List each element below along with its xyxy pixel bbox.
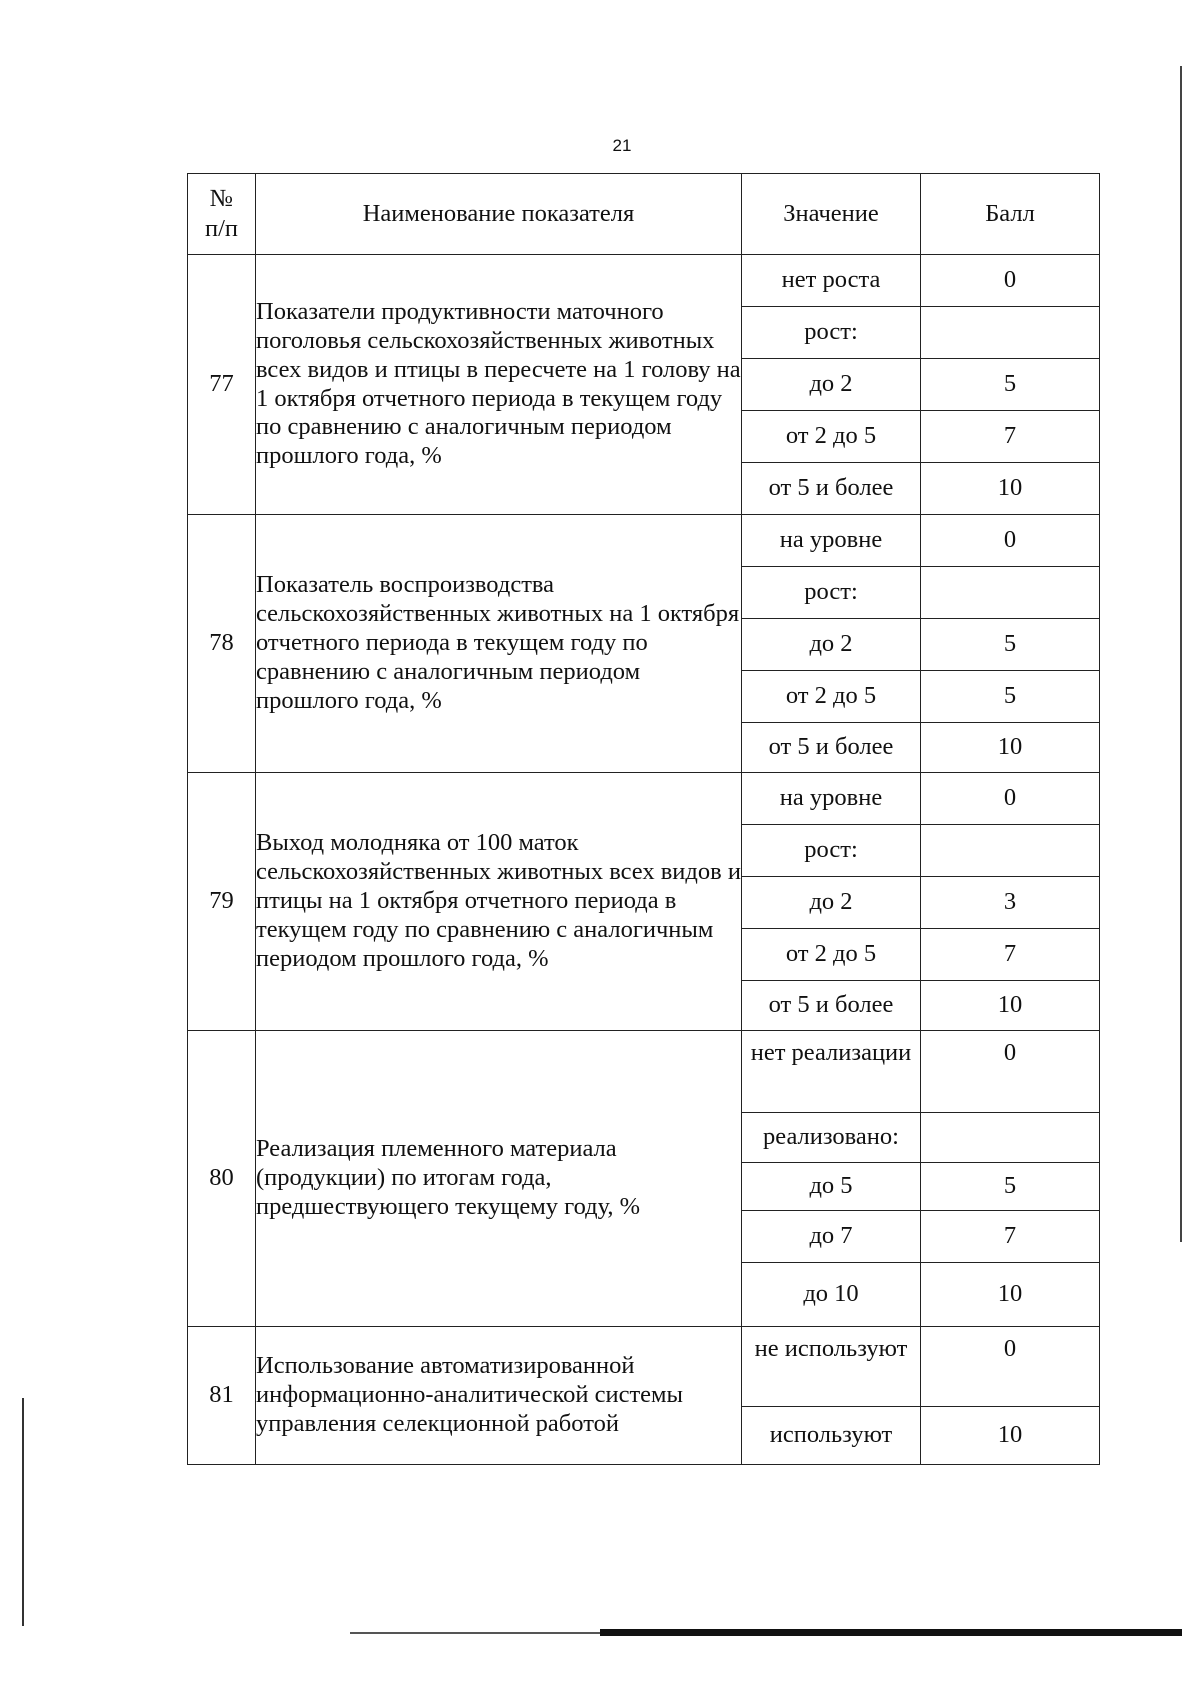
value-cell: до 7 [742,1211,921,1263]
page-number: 21 [612,136,632,155]
score-cell [921,1113,1100,1163]
value-cell: рост: [742,825,921,877]
value-cell: от 5 и более [742,463,921,515]
row-number: 81 [188,1327,256,1465]
table-row [188,773,1100,825]
indicator-name: Показатель воспроизводства сельскохозяйственных животных на 1 октября отчетного периода в текущем году по сравнению с аналогичным периодом прошлого года, % [256,515,742,773]
value-cell: от 5 и более [742,723,921,773]
value-cell: от 2 до 5 [742,411,921,463]
value-cell: до 5 [742,1163,921,1211]
value-cell: нет роста [742,255,921,307]
score-cell: 10 [921,723,1100,773]
score-cell [921,567,1100,619]
score-cell [921,307,1100,359]
scan-edge-right [1180,66,1182,1242]
header-name: Наименование показателя [256,174,742,255]
value-cell: от 2 до 5 [742,929,921,981]
value-cell: до 2 [742,877,921,929]
score-cell: 7 [921,411,1100,463]
table-header-row [188,174,1100,255]
table-row [188,1031,1100,1113]
value-cell: рост: [742,567,921,619]
score-cell: 10 [921,981,1100,1031]
score-cell: 10 [921,1407,1100,1465]
score-cell [921,825,1100,877]
value-cell: на уровне [742,773,921,825]
value-cell: реализовано: [742,1113,921,1163]
value-cell: нет реализации [742,1031,921,1113]
score-cell: 7 [921,929,1100,981]
score-cell: 0 [921,1327,1100,1407]
value-cell: от 5 и более [742,981,921,1031]
table-row [188,255,1100,307]
value-cell: не используют [742,1327,921,1407]
indicator-name: Выход молодняка от 100 маток сельскохозяйственных животных всех видов и птицы на 1 октября отчетного периода в текущем году по сравнению с аналогичным периодом прошлого года, % [256,773,742,1031]
score-cell: 10 [921,1263,1100,1327]
score-cell: 0 [921,1031,1100,1113]
indicator-name: Реализация племенного материала (продукции) по итогам года, предшествующего текущему году, % [256,1031,742,1327]
table-row [188,515,1100,567]
header-score: Балл [921,174,1100,255]
row-number: 80 [188,1031,256,1327]
score-cell: 0 [921,255,1100,307]
criteria-table [187,173,1100,1465]
header-number-line1: № [209,185,234,213]
score-cell: 0 [921,773,1100,825]
table-row [188,1327,1100,1407]
row-number: 78 [188,515,256,773]
scan-edge-bottom-thin [350,1632,600,1634]
row-number: 79 [188,773,256,1031]
value-cell: до 2 [742,359,921,411]
value-cell: используют [742,1407,921,1465]
header-number [188,174,256,255]
score-cell: 5 [921,359,1100,411]
score-cell: 5 [921,619,1100,671]
indicator-name: Показатели продуктивности маточного поголовья сельскохозяйственных животных всех видов и птицы в пересчете на 1 голову на 1 октября отчетного периода в текущем году по сравнению с аналогичным периодом прошлого года, % [256,255,742,515]
score-cell: 5 [921,1163,1100,1211]
row-number: 77 [188,255,256,515]
value-cell: рост: [742,307,921,359]
score-cell: 0 [921,515,1100,567]
value-cell: до 2 [742,619,921,671]
score-cell: 7 [921,1211,1100,1263]
score-cell: 3 [921,877,1100,929]
value-cell: от 2 до 5 [742,671,921,723]
score-cell: 5 [921,671,1100,723]
indicator-name: Использование автоматизированной информационно-аналитической системы управления селекционной работой [256,1327,742,1465]
value-cell: до 10 [742,1263,921,1327]
score-cell: 10 [921,463,1100,515]
header-value: Значение [742,174,921,255]
scan-edge-bottom-thick [600,1629,1182,1636]
scan-edge-left [22,1398,24,1626]
value-cell: на уровне [742,515,921,567]
header-number-line2: п/п [204,215,239,242]
